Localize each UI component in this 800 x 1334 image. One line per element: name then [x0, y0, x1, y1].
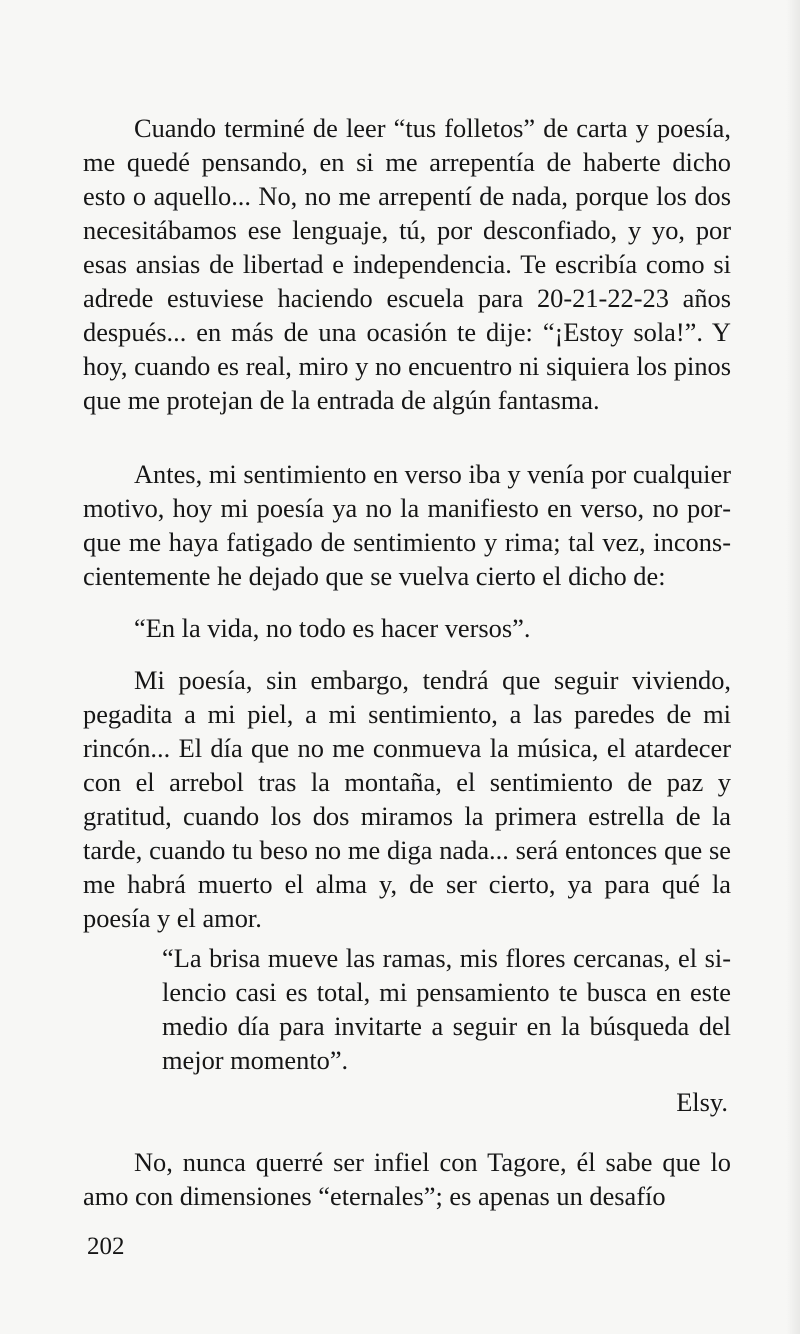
- paragraph-3: Mi poesía, sin embargo, tendrá que seguir viviendo, pegadita a mi piel, a mi sentimiento, a las paredes de mi rincón... El día que no me conmueva la música, el atardecer con el arrebol tras la montaña, el sentimiento de paz y gratitud, cuando los dos miramos la primera estrella de la tarde, cuando tu beso no me diga nada... será entonces que se me habrá muerto el alma y, de ser cierto, ya para qué la poesía y el amor.: [83, 665, 731, 933]
- page-number: 202: [87, 1233, 125, 1260]
- page-edge-shadow: [786, 0, 800, 1334]
- paragraph-1: Cuando terminé de leer “tus folletos” de carta y poesía, me quedé pensando, en si me arrepentía de haberte dicho esto o aquello... No, no me arrepentí de nada, porque los dos necesitábamos ese lenguaje, tú, por desconfiado, y yo, por esas ansias de libertad e independencia. Te escribía como si adrede estuviese haciendo escuela para 20-21-22-23 años después... en más de una ocasión te dije: “¡Estoy sola!”. Y hoy, cuando es real, miro y no encuentro ni siquiera los pinos que me protejan de la entrada de algún fantasma.: [83, 113, 731, 415]
- paragraph-4: No, nunca querré ser infiel con Tagore, él sabe que lo amo con dimensiones “eternales”; es apenas un desafío: [83, 1147, 731, 1211]
- signature: Elsy.: [676, 1087, 728, 1117]
- saying-quote: “En la vida, no todo es hacer versos”.: [134, 613, 531, 643]
- paragraph-2: Antes, mi sentimiento en verso iba y venía por cualquier motivo, hoy mi poesía ya no la manifiesto en verso, no porque me haya fatigado de sentimiento y rima; tal vez, inconscientemente he dejado que se vuelva cierto el dicho de:: [83, 459, 731, 591]
- block-quote: “La brisa mueve las ramas, mis flores cercanas, el silencio casi es total, mi pensamiento te busca en este medio día para invitarte a seguir en la búsqueda del mejor momento”.: [162, 943, 731, 1075]
